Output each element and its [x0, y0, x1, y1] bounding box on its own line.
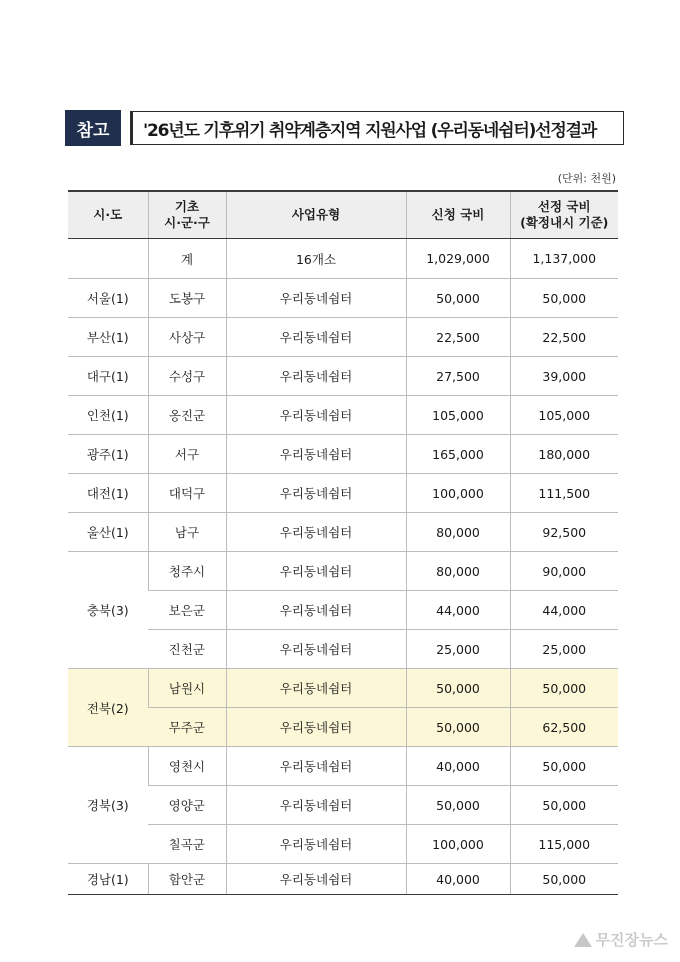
sigungu-cell: 도봉구 — [148, 279, 226, 318]
region-cell: 전북(2) — [68, 669, 148, 747]
selected-cell: 39,000 — [510, 357, 618, 396]
header-sigungu-line1: 기초 — [174, 199, 200, 214]
type-cell: 우리동네쉼터 — [226, 552, 406, 591]
total-region-cell — [68, 239, 148, 279]
applied-cell: 50,000 — [406, 669, 510, 708]
table-row — [68, 630, 618, 669]
type-cell: 우리동네쉼터 — [226, 591, 406, 630]
region-cell: 대구(1) — [68, 357, 148, 396]
total-selected: 1,137,000 — [510, 239, 618, 279]
type-cell: 우리동네쉼터 — [226, 630, 406, 669]
region-cell: 경북(3) — [68, 747, 148, 864]
selected-cell: 25,000 — [510, 630, 618, 669]
type-cell: 우리동네쉼터 — [226, 435, 406, 474]
applied-cell: 25,000 — [406, 630, 510, 669]
type-cell: 우리동네쉼터 — [226, 357, 406, 396]
table-header-row — [68, 191, 618, 239]
table-row — [68, 396, 618, 435]
sigungu-cell: 남원시 — [148, 669, 226, 708]
table-row — [68, 708, 618, 747]
table-row — [68, 864, 618, 895]
unit-label: (단위: 천원) — [557, 172, 616, 185]
sigungu-cell: 수성구 — [148, 357, 226, 396]
total-type: 16개소 — [226, 239, 406, 279]
reference-badge: 참고 — [65, 110, 121, 146]
table-row — [68, 591, 618, 630]
type-cell: 우리동네쉼터 — [226, 825, 406, 864]
table-row — [68, 357, 618, 396]
selected-cell: 50,000 — [510, 747, 618, 786]
table-row — [68, 552, 618, 591]
sigungu-cell: 영양군 — [148, 786, 226, 825]
selected-cell: 111,500 — [510, 474, 618, 513]
selected-cell: 44,000 — [510, 591, 618, 630]
selection-results-table — [68, 190, 618, 895]
applied-cell: 80,000 — [406, 552, 510, 591]
region-cell: 인천(1) — [68, 396, 148, 435]
applied-cell: 100,000 — [406, 474, 510, 513]
table-row — [68, 825, 618, 864]
table-row — [68, 435, 618, 474]
region-cell: 부산(1) — [68, 318, 148, 357]
header-sigungu-line2: 시·군·구 — [164, 215, 210, 230]
type-cell: 우리동네쉼터 — [226, 864, 406, 895]
sigungu-cell: 무주군 — [148, 708, 226, 747]
mountain-icon — [574, 933, 592, 947]
sigungu-cell: 보은군 — [148, 591, 226, 630]
header-type: 사업유형 — [226, 191, 406, 239]
type-cell: 우리동네쉼터 — [226, 513, 406, 552]
applied-cell: 50,000 — [406, 279, 510, 318]
sigungu-cell: 남구 — [148, 513, 226, 552]
selected-cell: 50,000 — [510, 786, 618, 825]
sigungu-cell: 진천군 — [148, 630, 226, 669]
sigungu-cell: 함안군 — [148, 864, 226, 895]
header-applied: 신청 국비 — [406, 191, 510, 239]
table-row — [68, 786, 618, 825]
type-cell: 우리동네쉼터 — [226, 279, 406, 318]
type-cell: 우리동네쉼터 — [226, 318, 406, 357]
sigungu-cell: 칠곡군 — [148, 825, 226, 864]
selected-cell: 92,500 — [510, 513, 618, 552]
watermark-text: 무진장뉴스 — [595, 931, 668, 949]
header-sido: 시·도 — [68, 191, 148, 239]
table-row — [68, 747, 618, 786]
region-cell: 경남(1) — [68, 864, 148, 895]
table-row — [68, 669, 618, 708]
region-cell: 울산(1) — [68, 513, 148, 552]
sigungu-cell: 청주시 — [148, 552, 226, 591]
region-cell: 광주(1) — [68, 435, 148, 474]
table-row — [68, 474, 618, 513]
type-cell: 우리동네쉼터 — [226, 669, 406, 708]
type-cell: 우리동네쉼터 — [226, 747, 406, 786]
document-title: '26년도 기후위기 취약계층지역 지원사업 (우리동네쉼터)선정결과 — [130, 111, 624, 145]
applied-cell: 27,500 — [406, 357, 510, 396]
selected-cell: 50,000 — [510, 279, 618, 318]
applied-cell: 50,000 — [406, 708, 510, 747]
applied-cell: 44,000 — [406, 591, 510, 630]
total-row — [68, 239, 618, 279]
selected-cell: 105,000 — [510, 396, 618, 435]
selected-cell: 180,000 — [510, 435, 618, 474]
header-sigungu — [148, 191, 226, 239]
type-cell: 우리동네쉼터 — [226, 474, 406, 513]
document-header — [65, 109, 624, 147]
selected-cell: 22,500 — [510, 318, 618, 357]
sigungu-cell: 영천시 — [148, 747, 226, 786]
total-label: 계 — [148, 239, 226, 279]
type-cell: 우리동네쉼터 — [226, 396, 406, 435]
applied-cell: 165,000 — [406, 435, 510, 474]
sigungu-cell: 대덕구 — [148, 474, 226, 513]
table-row — [68, 318, 618, 357]
sigungu-cell: 사상구 — [148, 318, 226, 357]
total-applied: 1,029,000 — [406, 239, 510, 279]
selected-cell: 50,000 — [510, 669, 618, 708]
header-selected — [510, 191, 618, 239]
applied-cell: 40,000 — [406, 747, 510, 786]
sigungu-cell: 옹진군 — [148, 396, 226, 435]
applied-cell: 50,000 — [406, 786, 510, 825]
table-row — [68, 279, 618, 318]
header-selected-line1: 선정 국비 — [537, 199, 591, 214]
applied-cell: 80,000 — [406, 513, 510, 552]
region-cell: 서울(1) — [68, 279, 148, 318]
table-row — [68, 513, 618, 552]
applied-cell: 105,000 — [406, 396, 510, 435]
type-cell: 우리동네쉼터 — [226, 708, 406, 747]
selected-cell: 115,000 — [510, 825, 618, 864]
header-selected-line2: (확정내시 기준) — [520, 215, 609, 230]
selected-cell: 62,500 — [510, 708, 618, 747]
watermark — [574, 929, 668, 950]
region-cell: 충북(3) — [68, 552, 148, 669]
applied-cell: 22,500 — [406, 318, 510, 357]
region-cell: 대전(1) — [68, 474, 148, 513]
selected-cell: 50,000 — [510, 864, 618, 895]
type-cell: 우리동네쉼터 — [226, 786, 406, 825]
applied-cell: 40,000 — [406, 864, 510, 895]
selected-cell: 90,000 — [510, 552, 618, 591]
applied-cell: 100,000 — [406, 825, 510, 864]
sigungu-cell: 서구 — [148, 435, 226, 474]
